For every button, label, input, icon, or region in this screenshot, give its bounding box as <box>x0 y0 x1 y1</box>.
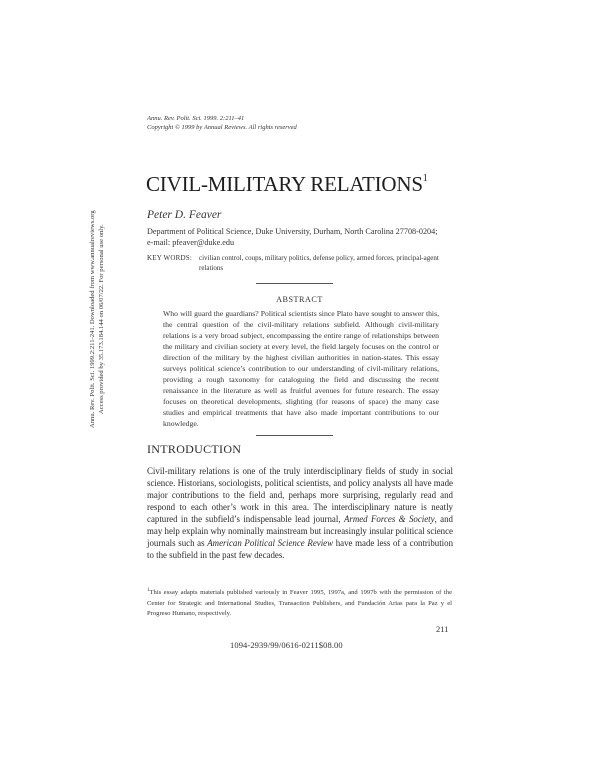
author-affiliation: Department of Political Science, Duke University, Durham, North Carolina 27708-0204; e-mail: pfeaver@duke.edu <box>147 227 438 247</box>
footnote-text: This essay adapts materials published variously in Feaver 1995, 1997a, and 1997b with the permission of the Center for Strategic and International Studies, Transaction Publishers, and Fundación Arias para la Paz y el Progreso Humano, respectively. <box>147 589 452 617</box>
divider-bottom <box>256 435 333 436</box>
journal-name-apsr: American Political Science Review <box>207 538 334 548</box>
title-text: CIVIL-MILITARY RELATIONS <box>146 172 423 196</box>
title-footnote-mark[interactable]: 1 <box>422 173 428 184</box>
abstract-text: Who will guard the guardians? Political scientists since Plato have sought to answer this, the central question of the civil-military relations subfield. Although civil-military relations is a very broad subject, encompassing the entire range of relationships between the military and civilian society at every level, the field largely focuses on the control or direction of the military by the highest civilian authorities in nation-states. This essay surveys political science’s contribution to our understanding of civil-military relations, providing a rough taxonomy for cataloguing the field and discussing the recent renaissance in the literature as well as fruitful avenues for future research. The essay focuses on theoretical developments, slighting (for reasons of space) the many case studies and empirical treatments that have also made important contributions to our knowledge. <box>163 309 439 428</box>
abstract-heading: ABSTRACT <box>276 295 323 304</box>
intro-text-1: Civil-military relations is one of the truly interdisciplinary fields of study in social science. Historians, sociologists, political scientists, and policy analysts all have made major contributions to the field and, perhaps more surprising, regularly read and respond to each other’s work in this area. The interdisciplinary nature is neatly captured in the subfield’s indispensable lead journal, <box>147 466 453 524</box>
section-heading-introduction: INTRODUCTION <box>147 442 242 456</box>
journal-citation: Annu. Rev. Polit. Sci. 1999. 2:211–41 <box>147 115 245 122</box>
footnote-mark: 1 <box>147 588 150 593</box>
divider-top <box>256 283 333 284</box>
journal-name-afs: Armed Forces & Society <box>343 514 435 524</box>
doi-line: 1094-2939/99/0616-0211$08.00 <box>230 640 343 650</box>
author-name: Peter D. Feaver <box>147 209 222 221</box>
page-number: 211 <box>436 624 449 634</box>
journal-header <box>147 114 297 132</box>
keywords-text: civilian control, coups, military politics, defense policy, armed forces, principal-agent relations <box>199 254 439 272</box>
keywords-label: KEY WORDS: <box>147 254 192 262</box>
article-title <box>146 172 428 197</box>
intro-text-3: have made less of a contribution to the subfield in the past few decades. <box>147 538 454 560</box>
intro-text-2: , and may help explain why nominally mainstream but increasingly insular political science journals such as <box>147 514 453 548</box>
download-notice <box>88 210 106 428</box>
introduction-paragraph <box>147 465 453 561</box>
footnote <box>147 586 452 620</box>
download-notice-line1: Annu. Rev. Polit. Sci. 1999.2:211-241. Downloaded from www.annualreviews.org <box>89 210 96 428</box>
download-notice-line2: Access provided by 35.173.184.144 on 06/07/22. For personal use only. <box>98 224 105 415</box>
journal-copyright: Copyright © 1999 by Annual Reviews. All rights reserved <box>147 124 297 131</box>
